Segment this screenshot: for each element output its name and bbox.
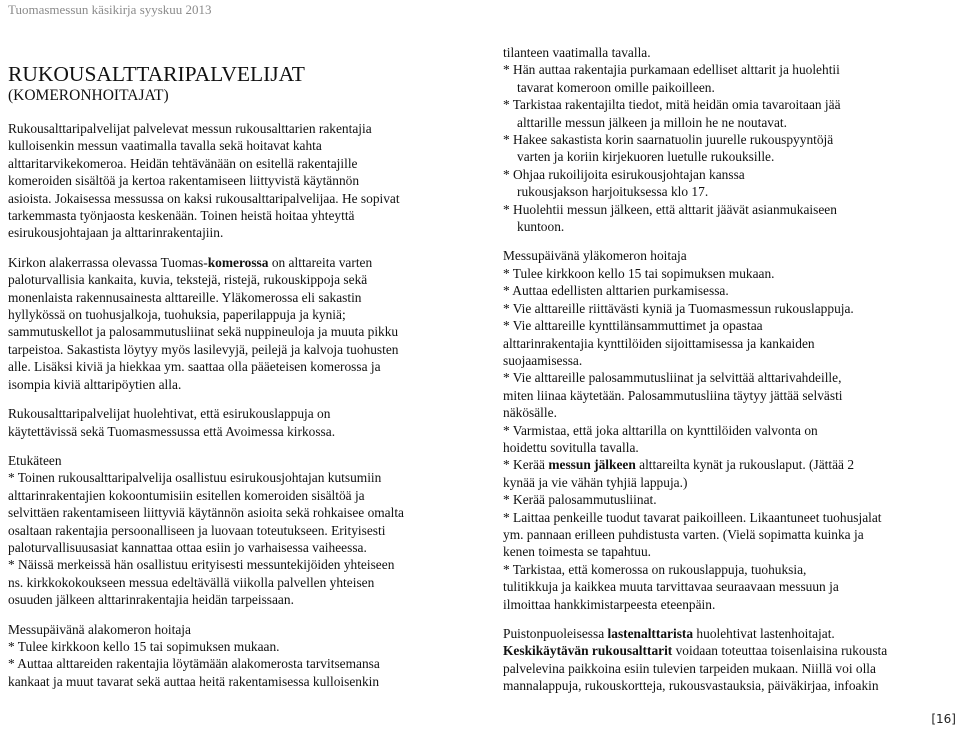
text-span: Kirkon alakerrassa olevassa Tuomas-	[8, 254, 208, 270]
alakomero-section	[8, 621, 448, 691]
text-span: Puistonpuoleisessa	[503, 626, 608, 641]
bold-term: Keskikäytävän rukousalttarit	[503, 643, 673, 659]
text-line	[503, 642, 935, 659]
text-line: esirukousjohtajaan ja alttarinrakentajiin.	[8, 225, 224, 241]
text-line: hoidettu sovitulla tavalla.	[503, 439, 639, 455]
esirukouslappu-paragraph	[8, 405, 448, 440]
altars-paragraph	[503, 625, 935, 695]
text-line: alttaritarvikekomeroa. Heidän tehtävänään on esitellä rakentajille	[8, 155, 358, 171]
text-line: selvittäen rakentamiseen liittyviä käytännön asioita sekä rohkaisee omalta	[8, 505, 405, 521]
ylakomero-section	[503, 247, 935, 613]
text-span: voidaan toteuttaa toisenlaisina rukousta	[672, 643, 888, 659]
text-line: kulloisenkin messun vaatimalla tavalla sekä hoitavat kahta	[8, 138, 322, 154]
alakomero-continued	[503, 44, 935, 235]
text-line: osuuden jälkeen alttarinrakentajia heidän tarpeissaan.	[8, 592, 294, 608]
text-line: mannalappuja, rukouskortteja, rukousvastauksia, päiväkirjaa, infoakin	[503, 678, 879, 694]
bold-term: lastenalttarista	[607, 626, 694, 641]
text-line: kuntoon.	[517, 219, 565, 235]
text-line: * Näissä merkeissä hän osallistuu erityisesti messuntekijöiden yhteiseen	[8, 557, 395, 573]
text-line: sammutuskellot ja palosammutusliinat sekä nuppineuloja ja muuta pikku	[8, 324, 399, 340]
text-line: alttarille messun jälkeen ja milloin he ne noutavat.	[517, 114, 787, 130]
text-line: alttarinrakentajien kokoontumisiin esitellen komeroiden sisältöä ja	[8, 487, 365, 503]
text-line: paloturvallisia kankaita, kuvia, tekstejä, ristejä, rukouskippoja sekä	[8, 272, 368, 288]
text-line: kynää ja vie vähän tyhjiä lappuja.)	[503, 474, 688, 490]
text-line: * Auttaa alttareiden rakentajia löytämään alakomerosta tarvitsemansa	[8, 656, 380, 672]
text-line: * Tarkistaa rakentajilta tiedot, mitä heidän omia tavaroitaan jää	[503, 97, 841, 113]
text-line: monenlaista rakennusainesta alttareille. Yläkomerossa eli sakastin	[8, 289, 362, 305]
text-line: isompia kiviä alttaripöytien alla.	[8, 376, 182, 392]
text-line: * Ohjaa rukoilijoita esirukousjohtajan kanssa	[503, 166, 745, 182]
text-line: alttarinrakentajia kynttilöiden sijoittamisessa ja kankaiden	[503, 335, 815, 351]
left-column	[8, 62, 448, 690]
text-span: huolehtivat lastenhoitajat.	[693, 626, 835, 641]
section-heading: Etukäteen	[8, 452, 62, 468]
text-line: paloturvallisuusasiat kannattaa ottaa esiin jo varhaisessa vaiheessa.	[8, 539, 367, 555]
text-line: * Varmistaa, että joka alttarilla on kynttilöiden valvonta on	[503, 422, 818, 438]
text-line	[503, 456, 935, 473]
text-line: * Hakee sakastista korin saarnatuolin juurelle rukouspyyntöjä	[503, 132, 834, 148]
text-line: käytettävissä sekä Tuomasmessussa että Avoimessa kirkossa.	[8, 423, 336, 439]
text-line: * Vie alttareille palosammutusliinat ja selvittää alttarivahdeille,	[503, 370, 842, 386]
section-heading: Messupäivänä alakomeron hoitaja	[8, 621, 191, 637]
text-line: palvelevina paikkoina esiin tulevien tarpeiden mukaan. Niillä voi olla	[503, 660, 876, 676]
text-line: tarpeistoa. Sakastista löytyy myös lasilevyjä, peilejä ja kalvoja tuohusten	[8, 341, 399, 357]
text-line: kenen toimesta se tapahtuu.	[503, 544, 651, 560]
text-line: näkösälle.	[503, 405, 557, 421]
text-line: komeroiden sisältöä ja kertoa rakentamiseen liittyvistä käytännön	[8, 173, 360, 189]
text-line: asioista. Jokaisessa messussa on kaksi rukousalttaripalvelijaa. He sopivat	[8, 190, 400, 206]
text-line: hyllykössä on tuohusjalkoja, tuohuksia, paperilappuja ja kyniä;	[8, 307, 346, 323]
text-line: * Toinen rukousalttaripalvelija osallistuu esirukousjohtajan kutsumiin	[8, 470, 382, 486]
text-line: rukousjakson harjoituksessa klo 17.	[517, 184, 709, 200]
right-column	[503, 44, 935, 695]
text-line: tulitikkuja ja kaikkea muuta tarvittavaa seuraavaan messuun ja	[503, 579, 839, 595]
text-line: * Vie alttareille kynttilänsammuttimet ja opastaa	[503, 318, 763, 334]
text-line: osaltaan rakentajia persoonalliseen ja luovaan toteutukseen. Erityisesti	[8, 522, 386, 538]
text-line	[503, 625, 935, 642]
text-span: on alttareita varten	[268, 254, 373, 270]
text-line: tavarat komeroon omille paikoilleen.	[517, 79, 715, 95]
page-title: RUKOUSALTTARIPALVELIJAT	[8, 62, 305, 86]
page-subtitle: (KOMERONHOITAJAT)	[8, 87, 169, 104]
text-line: tarkemmasta työnjaosta keskenään. Toinen heistä hoitaa yhteyttä	[8, 208, 355, 224]
text-line: * Vie alttareille riittävästi kyniä ja Tuomasmessun rukouslappuja.	[503, 300, 854, 316]
text-line: miten liinaa käytetään. Palosammutusliina täytyy jättää selvästi	[503, 387, 843, 403]
page-number: [16]	[931, 712, 956, 726]
text-line: Rukousalttaripalvelijat palvelevat messun rukousalttarien rakentajia	[8, 121, 372, 136]
text-line: * Auttaa edellisten alttarien purkamisessa.	[503, 283, 729, 299]
text-line: Rukousalttaripalvelijat huolehtivat, että esirukouslappuja on	[8, 406, 331, 422]
intro-paragraph	[8, 120, 448, 242]
text-line: * Huolehtii messun jälkeen, että alttarit jäävät asianmukaiseen	[503, 201, 837, 217]
text-line	[8, 254, 448, 271]
text-line: * Tulee kirkkoon kello 15 tai sopimuksen mukaan.	[8, 638, 280, 654]
text-line: * Kerää palosammutusliinat.	[503, 492, 657, 508]
text-line: ns. kirkkokokoukseen messua edeltävällä viikolla palvellen yhteisen	[8, 574, 375, 590]
etukateen-section	[8, 452, 448, 609]
text-line: * Tarkistaa, että komerossa on rukouslappuja, tuohuksia,	[503, 561, 807, 577]
running-header: Tuomasmessun käsikirja syyskuu 2013	[8, 2, 212, 17]
text-line: varten ja koriin kirjekuoren luetulle rukouksille.	[517, 149, 775, 165]
text-line: tilanteen vaatimalla tavalla.	[503, 45, 651, 60]
text-span: * Kerää	[503, 457, 549, 473]
bold-term: messun jälkeen	[548, 457, 636, 473]
text-line: suojaamisessa.	[503, 352, 583, 368]
text-line: * Hän auttaa rakentajia purkamaan edelliset alttarit ja huolehtii	[503, 62, 840, 78]
text-span: alttareilta kynät ja rukouslaput. (Jättää 2	[635, 457, 855, 473]
section-heading: Messupäivänä yläkomeron hoitaja	[503, 248, 687, 264]
text-line: alle. Lisäksi kiviä ja hiekkaa ym. saattaa olla pääeteisen komerossa ja	[8, 359, 381, 375]
text-line: * Tulee kirkkoon kello 15 tai sopimuksen mukaan.	[503, 265, 775, 281]
komero-paragraph	[8, 254, 448, 393]
bold-term: komerossa	[207, 254, 269, 270]
text-line: * Laittaa penkeille tuodut tavarat paikoilleen. Likaantuneet tuohusjalat	[503, 509, 882, 525]
text-line: ym. pannaan erilleen puhdistusta varten. (Vielä sopimatta kuinka ja	[503, 526, 864, 542]
text-line: kankaat ja muut tavarat sekä auttaa heitä rakentamisessa kulloisenkin	[8, 673, 380, 689]
text-line: ilmoittaa hankkimistarpeesta eteenpäin.	[503, 596, 716, 612]
